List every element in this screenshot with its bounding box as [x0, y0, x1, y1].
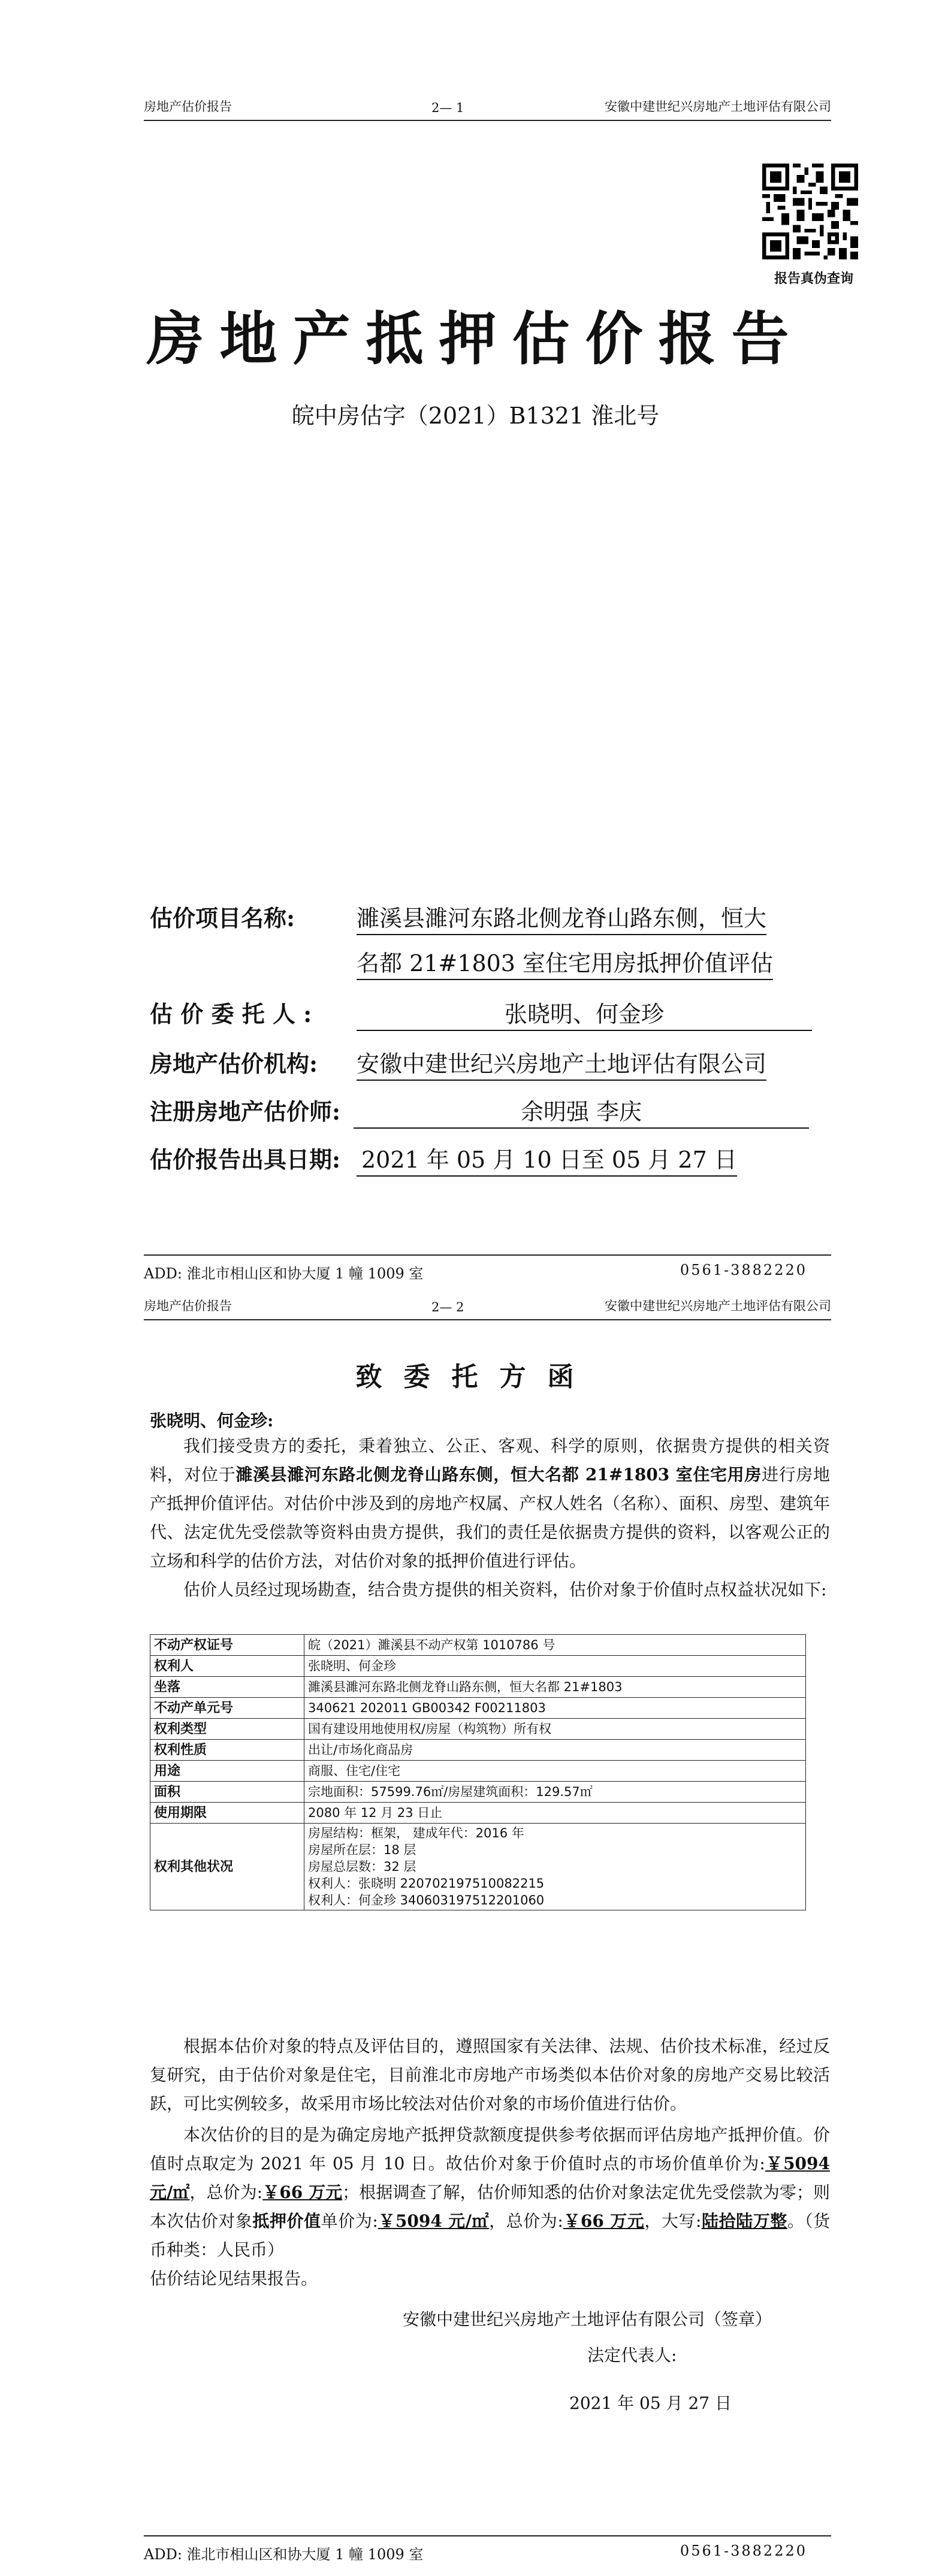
field-project-name [150, 900, 767, 933]
qr-caption: 报告真伪查询 [774, 271, 853, 286]
header-left: 房地产估价报告 [144, 99, 232, 114]
mortgage-unit-price: ￥5094 元/㎡ [378, 2211, 490, 2231]
property-rights-table [150, 1634, 806, 1910]
table-key-cell: 权利性质 [150, 1740, 304, 1761]
footer-phone: 0561-3882220 [680, 1262, 807, 1278]
field-client [150, 996, 664, 1029]
table-value-line: 房屋总层数：32 层 [308, 1860, 416, 1874]
table-key-cell: 面积 [150, 1782, 304, 1803]
table-value-line: 商服、住宅/住宅 [308, 1764, 401, 1778]
letter-date: 2021 年 05 月 27 日 [569, 2393, 732, 2413]
field-value: 张晓明、何金珍 [357, 996, 812, 1031]
table-value-cell [304, 1656, 806, 1677]
table-row [150, 1635, 806, 1656]
table-value-line: 2080 年 12 月 23 日止 [308, 1806, 443, 1820]
table-value-line: 濉溪县濉河东路北侧龙脊山路东侧，恒大名都 21#1803 [308, 1680, 623, 1694]
field-label: 估价项目名称: [150, 905, 295, 932]
field-project-name-cont [150, 945, 774, 976]
table-row [150, 1719, 806, 1740]
page-header [144, 95, 831, 121]
table-value-line: 国有建设用地使用权/房屋（构筑物）所有权 [308, 1722, 552, 1736]
field-agency [150, 1045, 767, 1078]
field-appraisers [150, 1093, 642, 1126]
table-value-line: 宗地面积：57599.76㎡/房屋建筑面积：129.57㎡ [308, 1785, 593, 1799]
field-value: 2021 年 05 月 10 日至 05 月 27 日 [357, 1141, 737, 1177]
table-value-cell [304, 1677, 806, 1698]
header-left: 房地产估价报告 [144, 1299, 232, 1313]
table-row [150, 1761, 806, 1782]
paragraph-see-result: 估价结论见结果报告。 [150, 2269, 318, 2288]
table-value-line: 340621 202011 GB00342 F00211803 [308, 1701, 546, 1715]
field-value: 濉溪县濉河东路北侧龙脊山路东侧，恒大 [357, 900, 766, 935]
page-footer [144, 1254, 831, 1281]
market-unit-price: ￥5094 元/㎡ [150, 2154, 830, 2202]
table-value-line: 权利人：张晓明 220702197510082215 [308, 1876, 545, 1891]
field-label: 估 价 委 托 人 : [150, 1000, 312, 1027]
amount-in-words: 陆拾陆万整 [701, 2211, 787, 2231]
letter-title: 致委托方函 [355, 1362, 596, 1392]
table-value-line: 房屋所在层：18 层 [308, 1843, 416, 1857]
table-value-cell [304, 1824, 806, 1910]
paragraph-status: 估价人员经过现场勘查，结合贵方提供的相关资料，估价对象于价值时点权益状况如下: [183, 1580, 827, 1600]
header-page-number: 2— 1 [431, 101, 464, 115]
table-key-cell: 权利其他状况 [150, 1824, 304, 1910]
footer-address: ADD: 淮北市相山区和协大厦 1 幢 1009 室 [144, 2546, 424, 2563]
legal-representative: 法定代表人: [587, 2345, 677, 2365]
table-value-cell [304, 1803, 806, 1824]
table-key-cell: 使用期限 [150, 1803, 304, 1824]
document-number: 皖中房估字（2021）B1321 淮北号 [291, 403, 660, 429]
footer-phone: 0561-3882220 [680, 2542, 807, 2559]
table-row [150, 1740, 806, 1761]
salutation: 张晓明、何金珍: [150, 1411, 274, 1431]
paragraph-intro: 我们接受贵方的委托，秉着独立、公正、客观、科学的原则，依据贵方提供的相关资料，对位于濉溪县濉河东路北侧龙脊山路东侧，恒大名都 21#1803 室住宅用房进行房地产抵押价值评估。对估价中涉及到的房地产权属、产权人姓名（名称）、面积、房型、建筑年代、法定优先受偿款等资料由贵方提供，我们的责任是依据贵方提供的资料，以客观公正的立场和科学的估价方法，对估价对象的抵押价值进行评估。 [150, 1436, 830, 1571]
table-key-cell: 权利人 [150, 1656, 304, 1677]
table-row [150, 1656, 806, 1677]
table-value-cell [304, 1719, 806, 1740]
table-key-cell: 不动产权证号 [150, 1635, 304, 1656]
table-value-line: 权利人：何金珍 340603197512201060 [308, 1893, 545, 1907]
header-company: 安徽中建世纪兴房地产土地评估有限公司 [605, 99, 831, 114]
table-key-cell: 坐落 [150, 1677, 304, 1698]
header-page-number: 2— 2 [431, 1300, 464, 1314]
table-row [150, 1782, 806, 1803]
table-value-line: 张晓明、何金珍 [308, 1659, 396, 1673]
table-value-cell [304, 1761, 806, 1782]
table-value-line: 出让/市场化商品房 [308, 1743, 413, 1757]
company-seal-line: 安徽中建世纪兴房地产土地评估有限公司（签章） [403, 2309, 772, 2329]
table-value-cell [304, 1635, 806, 1656]
table-value-cell [304, 1782, 806, 1803]
paragraph-conclusion: 本次估价的目的是为确定房地产抵押贷款额度提供参考依据而评估房地产抵押价值。价值时点取定为 2021 年 05 月 10 日。故估价对象于价值时点的市场价值单价为:￥5094 元/㎡，总价为:￥66 万元；根据调查了解，估价师知悉的估价对象法定优先受偿款为零；则本次估价对象抵押价值单价为:￥5094 元/㎡，总价为:￥66 万元，大写:陆拾陆万整。（货币种类：人民币） [150, 2125, 831, 2260]
table-key-cell: 权利类型 [150, 1719, 304, 1740]
table-value-line: 皖（2021）濉溪县不动产权第 1010786 号 [308, 1638, 555, 1652]
table-value-cell [304, 1698, 806, 1719]
table-row [150, 1803, 806, 1824]
page-footer [144, 2535, 831, 2562]
table-value-cell [304, 1740, 806, 1761]
field-label: 估价报告出具日期: [150, 1146, 341, 1173]
field-value: 名都 21#1803 室住宅用房抵押价值评估 [357, 945, 773, 980]
qr-code-icon[interactable] [762, 164, 858, 259]
mortgage-total-price: ￥66 万元 [563, 2211, 645, 2231]
field-label: 房地产估价机构: [150, 1050, 318, 1077]
field-label: 注册房地产估价师: [150, 1098, 341, 1125]
table-key-cell: 用途 [150, 1761, 304, 1782]
field-report-date [150, 1141, 737, 1174]
field-value: 安徽中建世纪兴房地产土地评估有限公司 [357, 1045, 766, 1081]
table-key-cell: 不动产单元号 [150, 1698, 304, 1719]
page-header [144, 1294, 831, 1320]
table-row [150, 1677, 806, 1698]
table-row [150, 1824, 806, 1910]
table-row [150, 1698, 806, 1719]
table-value-line: 房屋结构：框架， 建成年代：2016 年 [308, 1826, 524, 1840]
field-value: 余明强 李庆 [354, 1093, 809, 1129]
market-total-price: ￥66 万元 [262, 2182, 343, 2202]
report-title: 房地产抵押估价报告 [146, 305, 805, 373]
header-company: 安徽中建世纪兴房地产土地评估有限公司 [605, 1299, 831, 1313]
footer-address: ADD: 淮北市相山区和协大厦 1 幢 1009 室 [144, 1265, 424, 1282]
property-location: 濉溪县濉河东路北侧龙脊山路东侧，恒大名都 21#1803 室住宅用房 [236, 1465, 762, 1484]
paragraph-method: 根据本估价对象的特点及评估目的，遵照国家有关法律、法规、估价技术标准，经过反复研究，由于估价对象是住宅，目前淮北市房地产市场类似本估价对象的房地产交易比较活跃，可比实例较多，故采用市场比较法对估价对象的市场价值进行估价。 [150, 2036, 830, 2114]
